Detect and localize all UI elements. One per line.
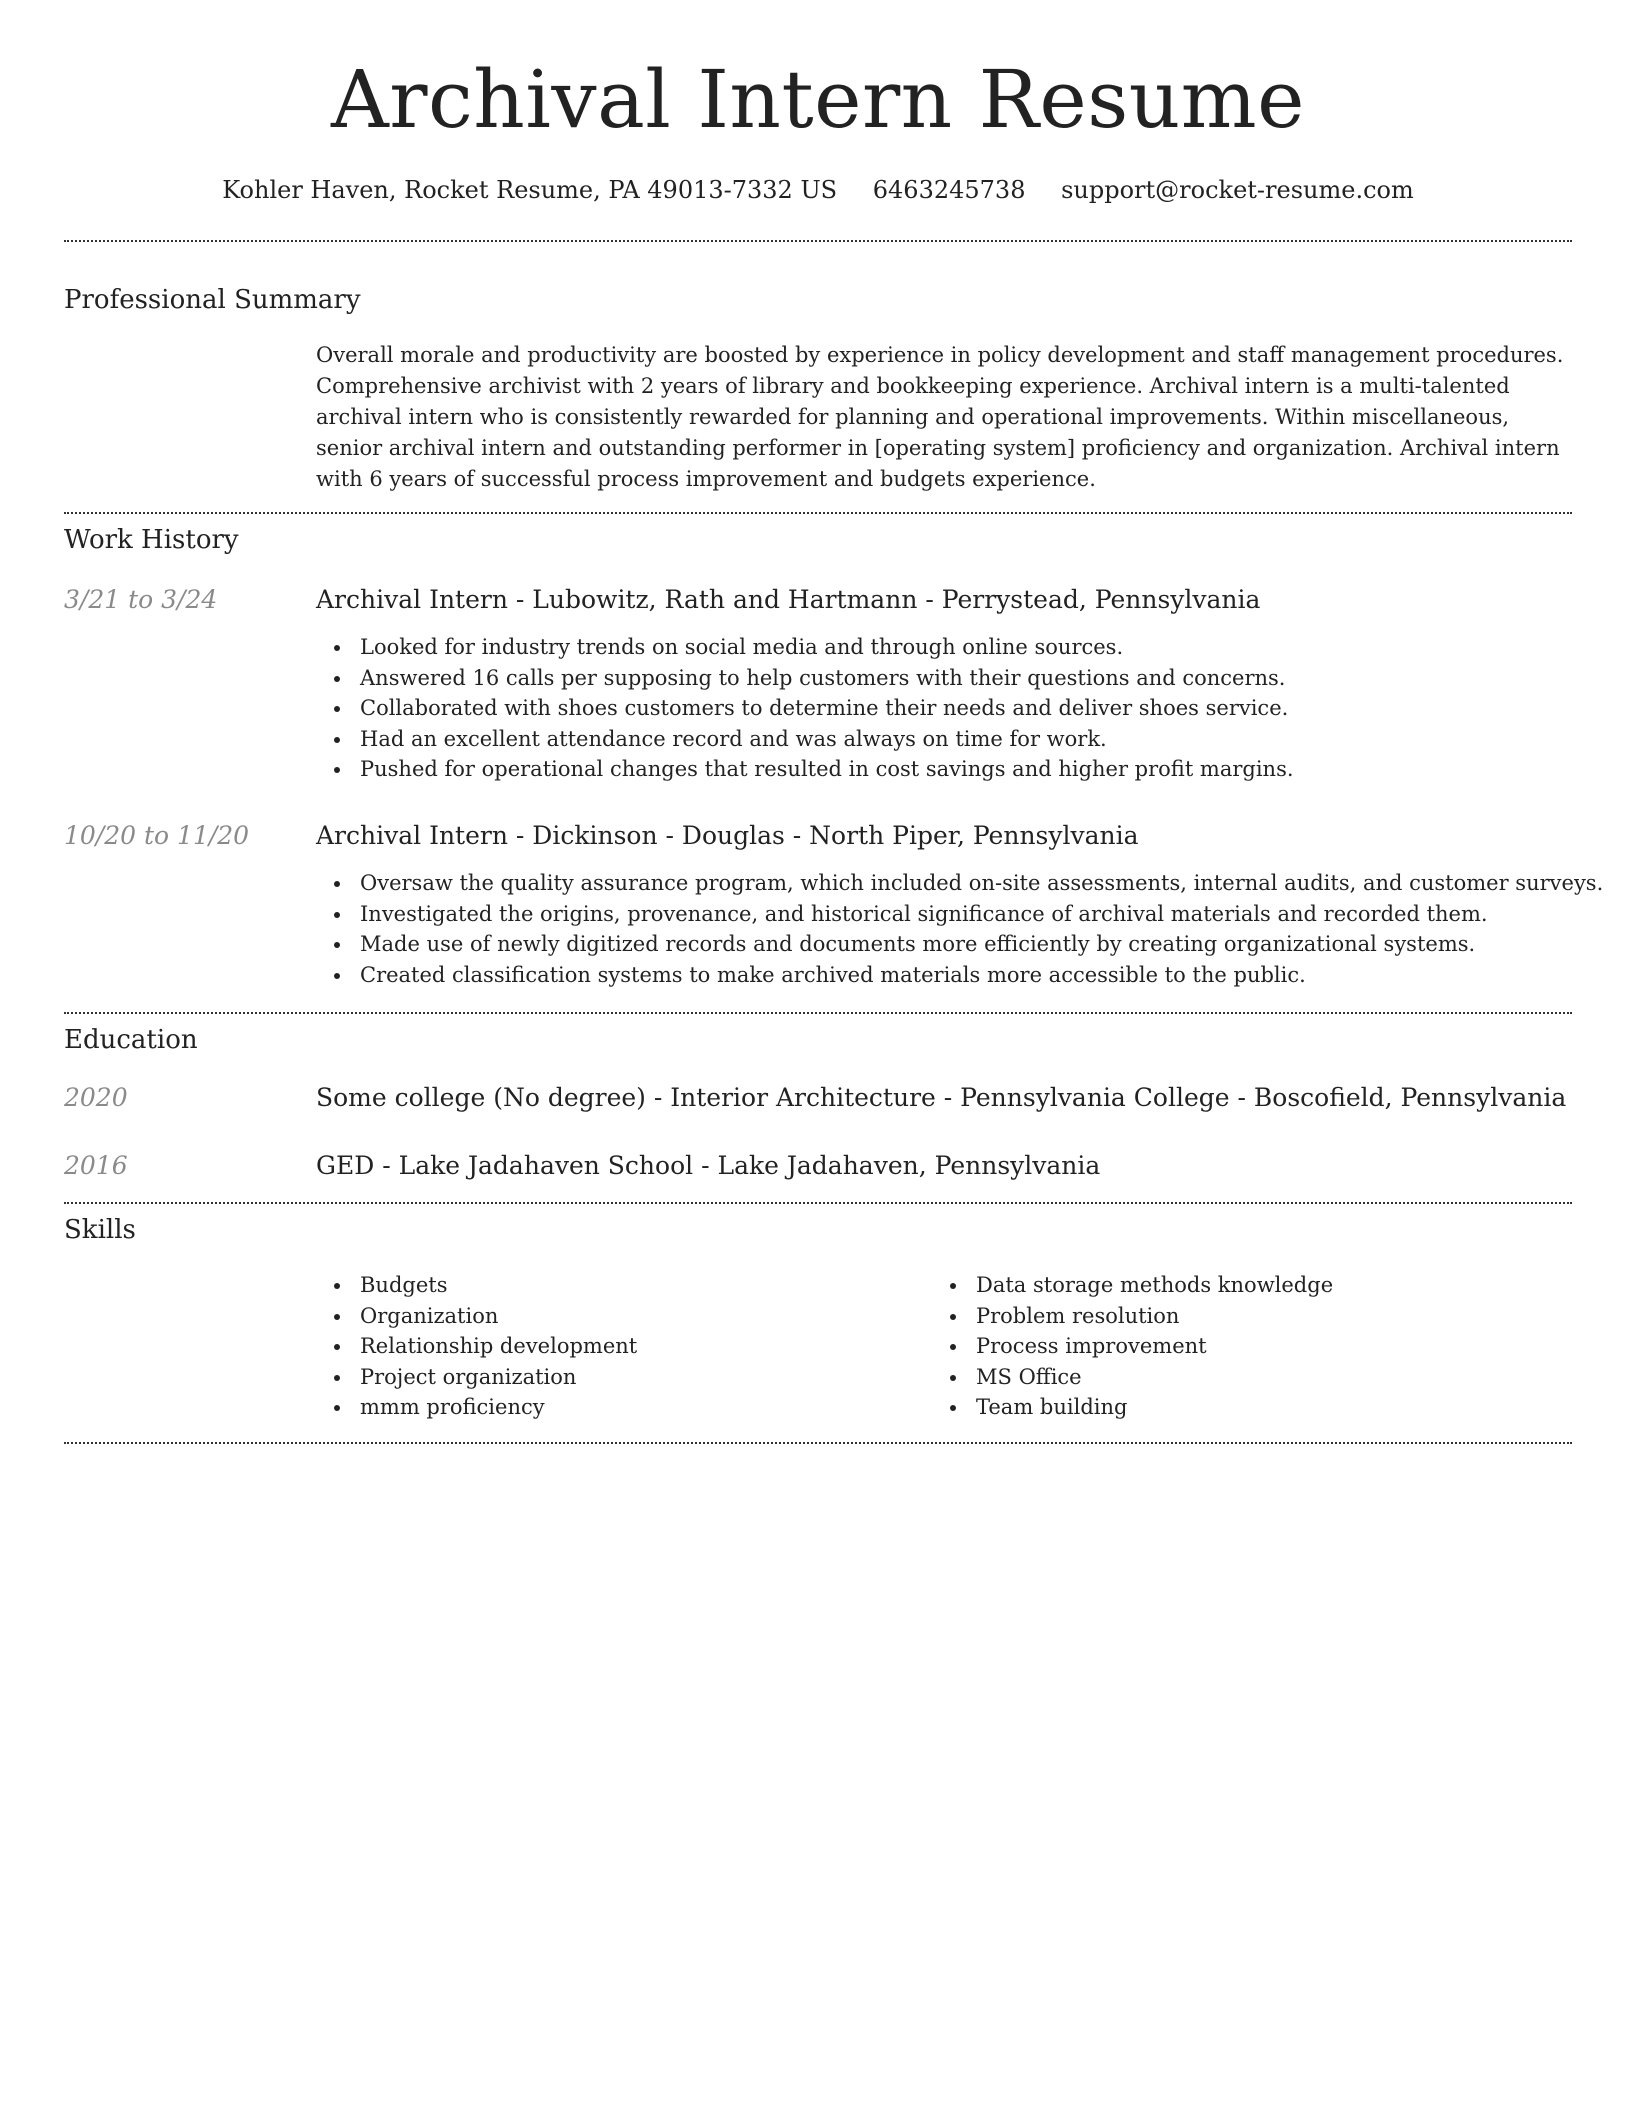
list-item: Created classification systems to make archived materials more accessible to the public. xyxy=(316,960,1572,991)
job-title: Archival Intern - Lubowitz, Rath and Hartmann - Perrystead, Pennsylvania xyxy=(316,585,1261,614)
list-item: Problem resolution xyxy=(932,1301,1532,1332)
education-date: 2016 xyxy=(64,1151,128,1180)
list-item: mmm proficiency xyxy=(316,1392,916,1423)
list-item: Looked for industry trends on social media and through online sources. xyxy=(316,632,1572,663)
skills-content xyxy=(316,1270,1572,1440)
divider xyxy=(64,1202,1572,1204)
job-date: 10/20 to 11/20 xyxy=(64,821,250,850)
section-title-skills: Skills xyxy=(64,1215,136,1245)
list-item: Pushed for operational changes that resulted in cost savings and higher profit margins. xyxy=(316,754,1572,785)
education-entry xyxy=(316,1080,1572,1116)
list-item: Had an excellent attendance record and was always on time for work. xyxy=(316,724,1572,755)
list-item: Project organization xyxy=(316,1362,916,1393)
contact-phone: 6463245738 xyxy=(872,176,1026,204)
list-item: Made use of newly digitized records and documents more efficiently by creating organizational systems. xyxy=(316,929,1572,960)
education-date: 2020 xyxy=(64,1083,128,1112)
job-title: Archival Intern - Dickinson - Douglas - North Piper, Pennsylvania xyxy=(316,821,1139,850)
summary-content xyxy=(316,340,1572,495)
list-item: Answered 16 calls per supposing to help customers with their questions and concerns. xyxy=(316,663,1572,694)
list-item: Organization xyxy=(316,1301,916,1332)
job-entry xyxy=(316,818,1604,990)
education-title: GED - Lake Jadahaven School - Lake Jadahaven, Pennsylvania xyxy=(316,1151,1101,1180)
education-title: Some college (No degree) - Interior Architecture - Pennsylvania College - Boscofield, Pennsylvania xyxy=(316,1083,1567,1112)
list-item: Team building xyxy=(932,1392,1532,1423)
list-item: MS Office xyxy=(932,1362,1532,1393)
list-item: Collaborated with shoes customers to determine their needs and deliver shoes service. xyxy=(316,693,1572,724)
skills-column-right xyxy=(932,1270,1532,1423)
resume-title: Archival Intern Resume xyxy=(330,53,1305,146)
list-item: Data storage methods knowledge xyxy=(932,1270,1532,1301)
job-date: 3/21 to 3/24 xyxy=(64,585,218,614)
section-title-summary: Professional Summary xyxy=(64,285,361,315)
list-item: Investigated the origins, provenance, and historical significance of archival materials and recorded them. xyxy=(316,899,1572,930)
divider xyxy=(64,1442,1572,1444)
divider xyxy=(64,240,1572,242)
divider xyxy=(64,512,1572,514)
summary-text: Overall morale and productivity are boosted by experience in policy development and staff management procedures. Comprehensive archivist with 2 years of library and bookkeeping experience. Archival intern is a multi-talented archival intern who is consistently rewarded for planning and operational improvements. Within miscellaneous, senior archival intern and outstanding performer in [operating system] proficiency and organization. Archival intern with 6 years of successful process improvement and budgets experience. xyxy=(316,343,1564,491)
skills-list xyxy=(932,1270,1532,1423)
list-item: Process improvement xyxy=(932,1331,1532,1362)
divider xyxy=(64,1012,1572,1014)
education-entry xyxy=(316,1148,1572,1184)
skills-column-left xyxy=(316,1270,916,1423)
section-title-education: Education xyxy=(64,1025,198,1055)
job-bullets xyxy=(316,868,1604,990)
section-title-work: Work History xyxy=(64,525,239,555)
skills-list xyxy=(316,1270,916,1423)
contact-line xyxy=(64,170,1572,210)
list-item: Budgets xyxy=(316,1270,916,1301)
list-item: Relationship development xyxy=(316,1331,916,1362)
list-item: Oversaw the quality assurance program, which included on-site assessments, internal audits, and customer surveys. xyxy=(316,868,1572,899)
contact-email: support@rocket-resume.com xyxy=(1061,176,1414,204)
job-entry xyxy=(316,582,1572,785)
contact-address: Kohler Haven, Rocket Resume, PA 49013-7332 US xyxy=(222,176,838,204)
job-bullets xyxy=(316,632,1572,785)
